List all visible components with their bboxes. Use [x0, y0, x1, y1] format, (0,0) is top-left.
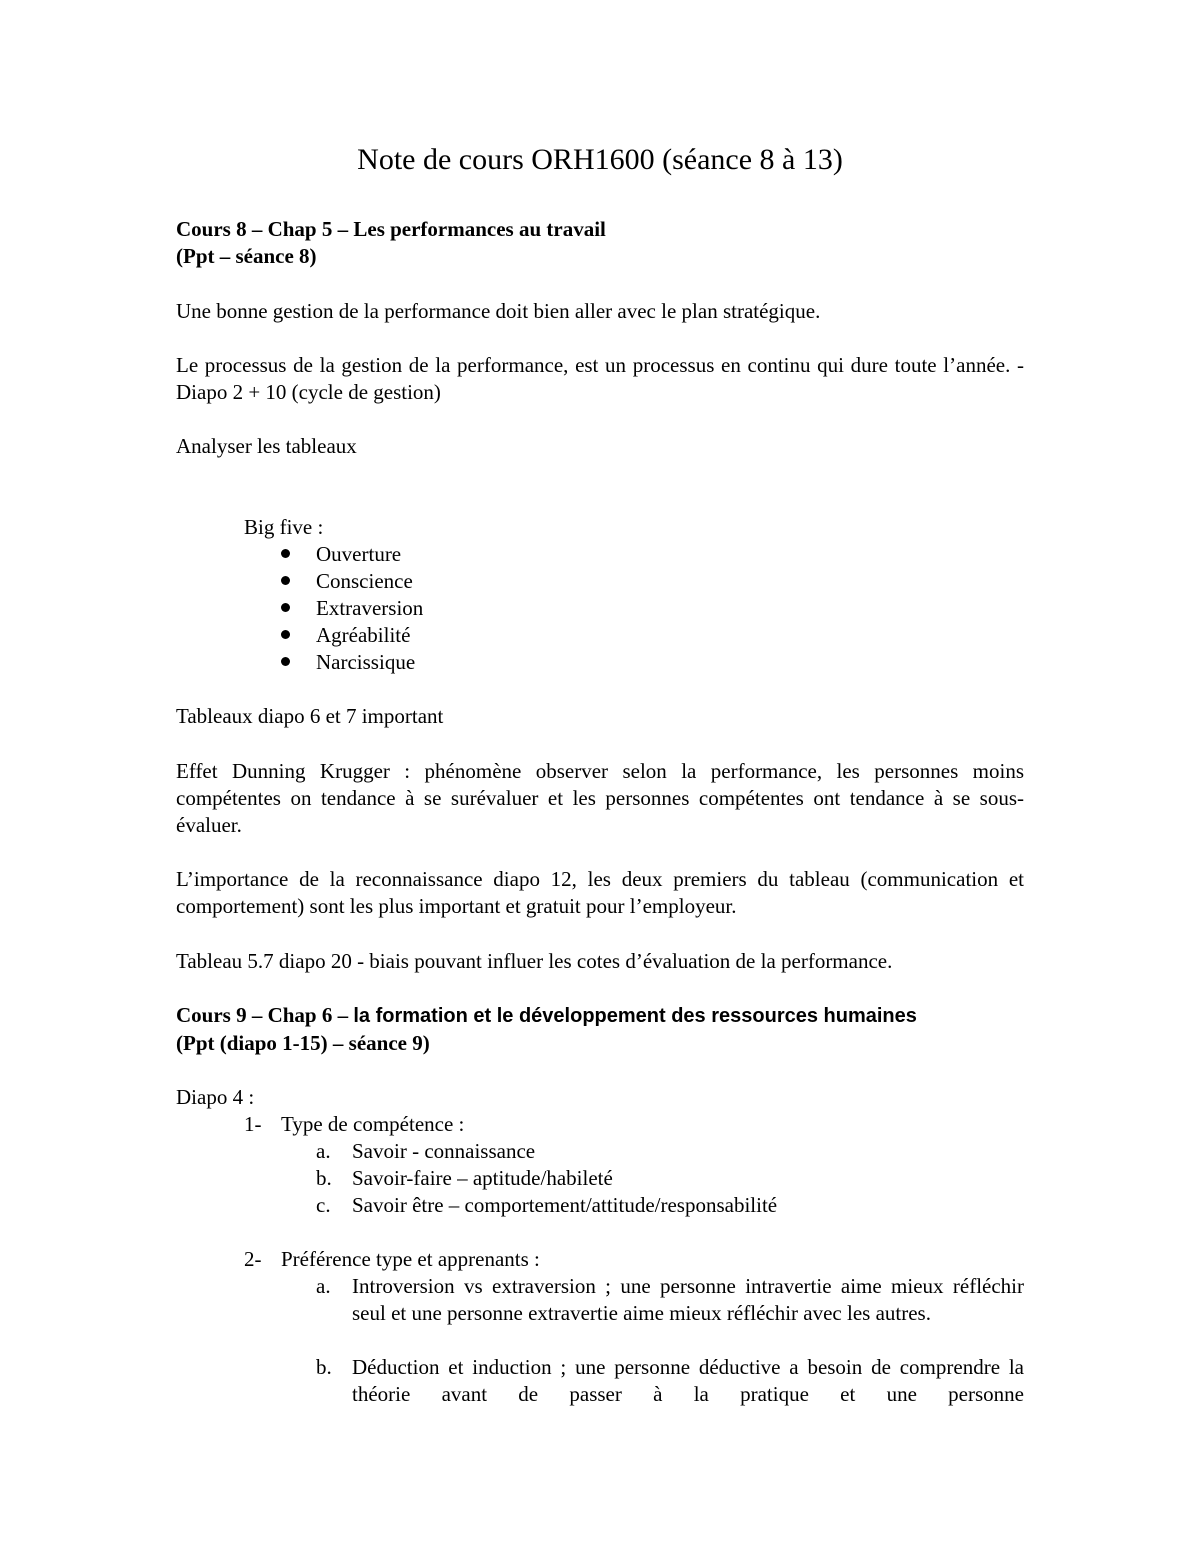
- list-item: Extraversion: [281, 595, 423, 622]
- cours8-paragraph-6: L’importance de la reconnaissance diapo 12, les deux premiers du tableau (communication et comportement) sont les plus important et gratuit pour l’employeur.: [176, 867, 1024, 918]
- diapo-label: Diapo 4 :: [176, 1085, 255, 1109]
- cours8-paragraph-2: Le processus de la gestion de la performance, est un processus en continu qui dure toute l’année. - Diapo 2 + 10 (cycle de gestion): [176, 353, 1024, 404]
- cours8-paragraph-3: Analyser les tableaux: [176, 434, 357, 458]
- bullet-icon: [281, 657, 290, 666]
- cours8-paragraph-7: Tableau 5.7 diapo 20 - biais pouvant influer les cotes d’évaluation de la performance.: [176, 949, 893, 973]
- cours9-heading-line1: Cours 9 – Chap 6 – la formation et le développement des ressources humaines: [176, 1003, 917, 1027]
- cours8-heading-line2: (Ppt – séance 8): [176, 244, 317, 268]
- cours8-heading-line1: Cours 8 – Chap 5 – Les performances au travail: [176, 217, 606, 241]
- bullet-icon: [281, 549, 290, 558]
- cours9-heading-line2: (Ppt (diapo 1-15) – séance 9): [176, 1031, 430, 1055]
- bullet-icon: [281, 576, 290, 585]
- cours8-paragraph-4: Tableaux diapo 6 et 7 important: [176, 704, 444, 728]
- bigfive-list: [281, 541, 423, 676]
- document-title: Note de cours ORH1600 (séance 8 à 13): [357, 143, 843, 176]
- list-item: Conscience: [281, 568, 423, 595]
- list-item: Narcissique: [281, 649, 423, 676]
- bullet-icon: [281, 630, 290, 639]
- list-item: Ouverture: [281, 541, 423, 568]
- cours8-paragraph-5: Effet Dunning Krugger : phénomène observer selon la performance, les personnes moins compétentes on tendance à se surévaluer et les personnes compétentes ont tendance à se sous-évaluer.: [176, 759, 1024, 837]
- bigfive-label: Big five :: [244, 515, 324, 539]
- list-item: Agréabilité: [281, 622, 423, 649]
- cours8-heading: [176, 216, 1024, 270]
- cours8-paragraph-1: Une bonne gestion de la performance doit bien aller avec le plan stratégique.: [176, 299, 821, 323]
- bullet-icon: [281, 603, 290, 612]
- cours9-heading: [176, 1002, 1024, 1057]
